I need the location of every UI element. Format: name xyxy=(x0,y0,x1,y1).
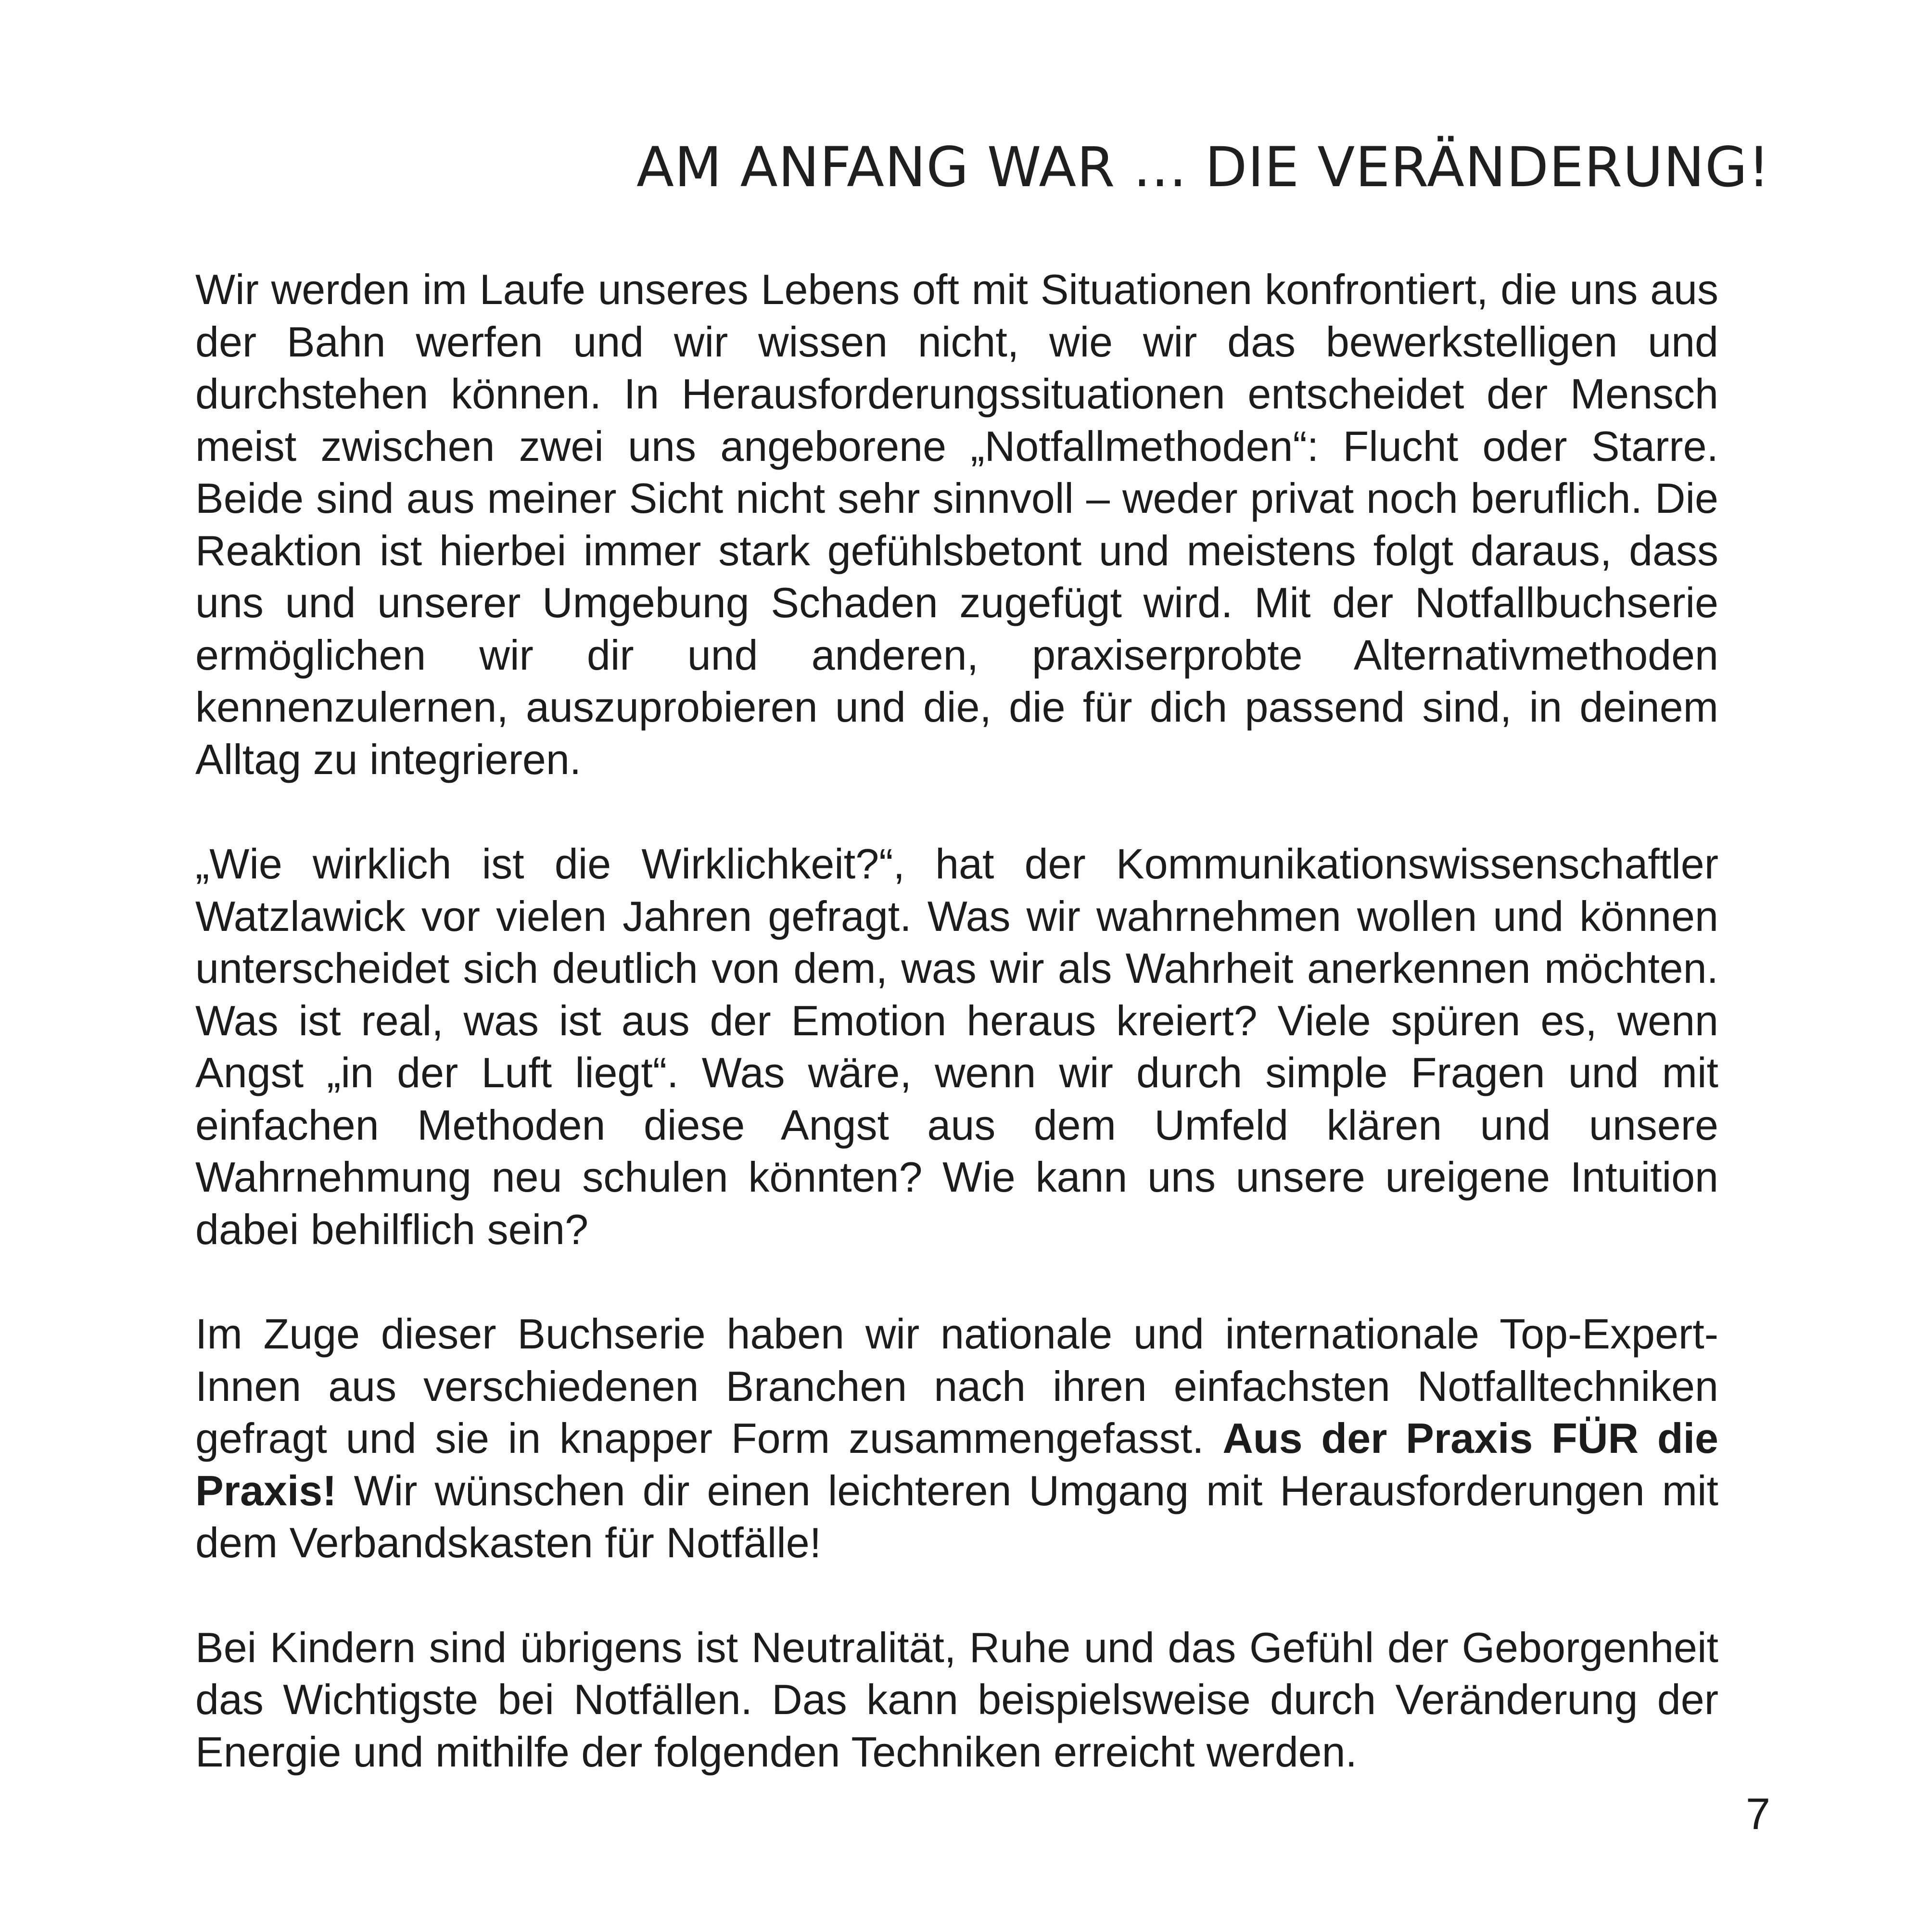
paragraph-watzlawick: „Wie wirklich ist die Wirklichkeit?“, hat der Kommunikationswissenschaftler Watzlawick vor vielen Jahren gefragt. Was wir wahrnehmen wollen und können unterscheidet sich deutlich von dem, was wir als Wahrheit anerkennen möchten. Was ist real, was ist aus der Emotion heraus kreiert? Viele spüren es, wenn Angst „in der Luft liegt“. Was wäre, wenn wir durch simple Fragen und mit einfachen Methoden diese Angst aus dem Umfeld klären und unsere Wahrnehmung neu schulen könnten? Wie kann uns unsere ureigene Intuition dabei behilflich sein? xyxy=(195,840,1718,1253)
paragraph-children: Bei Kindern sind übrigens ist Neutralität, Ruhe und das Gefühl der Geborgenheit das Wichtigste bei Notfällen. Das kann beispielsweise durch Veränderung der Energie und mithilfe der folgenden Techniken erreicht werden. xyxy=(195,1623,1718,1776)
page-number: 7 xyxy=(1745,1790,1770,1839)
body-text xyxy=(195,264,1718,1778)
paragraph-book-series-text-end: Wir wünschen dir einen leichteren Umgang mit Herausforderungen mit dem Verbandskasten für Notfälle! xyxy=(195,1466,1718,1566)
paragraph-book-series xyxy=(195,1308,1718,1569)
emphasis-practice-motto: Aus der Praxis FÜR die Praxis! xyxy=(195,1414,1718,1514)
paragraph-book-series-text-start: Im Zuge dieser Buchserie haben wir nationale und internationale Top-ExpertInnen aus verschiedenen Branchen nach ihren einfachsten Notfalltechniken gefragt und sie in knapper Form zusammengefasst. xyxy=(195,1310,1718,1462)
paragraph-intro: Wir werden im Laufe unseres Lebens oft mit Situationen konfrontiert, die uns aus der Bahn werfen und wir wissen nicht, wie wir das bewerkstelligen und durchstehen können. In Herausforderungssituationen entscheidet der Mensch meist zwischen zwei uns angeborene „Notfallmethoden“: Flucht oder Starre. Beide sind aus meiner Sicht nicht sehr sinnvoll – weder privat noch beruflich. Die Reaktion ist hierbei immer stark gefühlsbetont und meistens folgt daraus, dass uns und unserer Umgebung Schaden zugefügt wird. Mit der Notfallbuchserie ermöglichen wir dir und anderen, praxiserprobte Alternativmethoden kennenzulernen, auszuprobieren und die, die für dich passend sind, in deinem Alltag zu integrieren. xyxy=(195,266,1718,783)
chapter-title: AM ANFANG WAR ... DIE VERÄNDERUNG! xyxy=(636,135,1770,199)
